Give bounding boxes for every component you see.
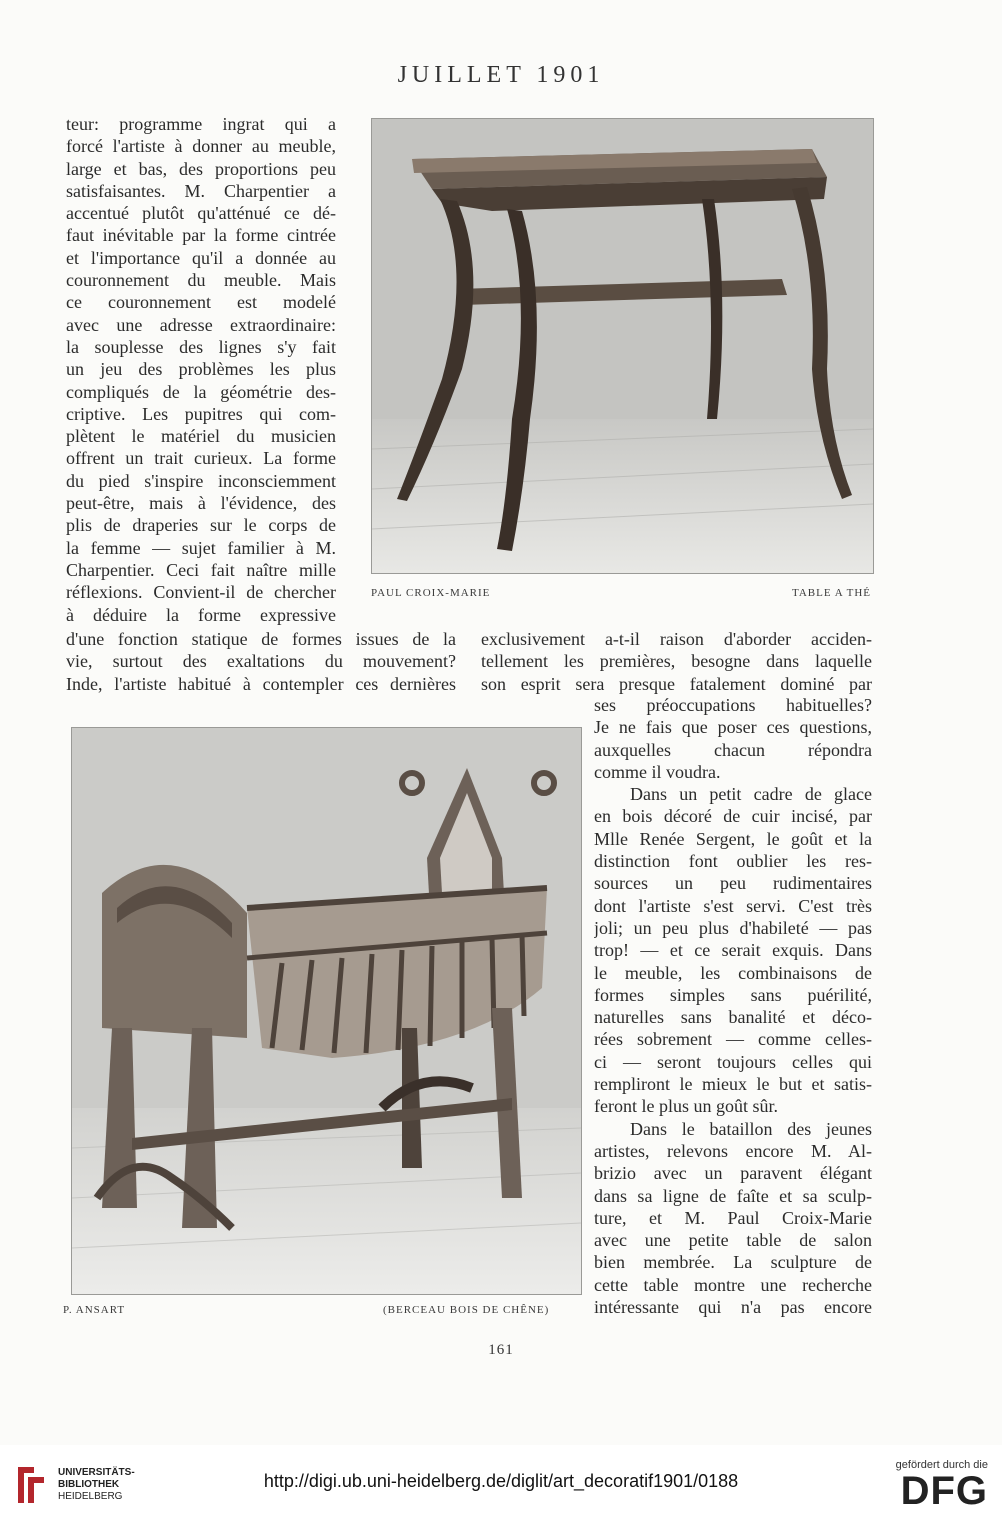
digitization-footer	[0, 1445, 1002, 1528]
text-line: feront le plus un goût sûr.	[594, 1096, 778, 1117]
text-line: brizio avec un paravent élégant	[594, 1163, 872, 1184]
table-caption-title: TABLE A THÉ	[792, 587, 871, 599]
text-line: la souplesse des lignes s'y fait	[66, 336, 336, 357]
text-line: Mlle Renée Sergent, le goût et la	[594, 828, 872, 849]
text-line: distinction font oublier les res-	[594, 851, 872, 872]
text-line: satisfaisantes. M. Charpentier a	[66, 180, 336, 201]
text-line: avec une adresse extraordinaire:	[66, 314, 336, 335]
dfg-logo[interactable]	[878, 1459, 988, 1519]
source-url-link[interactable]: http://digi.ub.uni-heidelberg.de/diglit/art_decoratif1901/0188	[263, 1471, 739, 1491]
text-line: ci — seront toujours celles qui	[594, 1051, 872, 1072]
page-header: JUILLET 1901	[397, 62, 605, 88]
text-line: forcé l'artiste à donner au meuble,	[66, 136, 336, 157]
cradle-caption-author: P. ANSART	[63, 1304, 126, 1316]
text-line: trop! — et ce serait exquis. Dans	[594, 940, 872, 961]
funding-text: gefördert durch die	[895, 1459, 988, 1471]
table-caption-author: PAUL CROIX-MARIE	[371, 587, 491, 599]
page-number: 161	[488, 1342, 514, 1358]
text-line: dans sa ligne de faîte et sa sculp-	[594, 1185, 872, 1206]
oak-cradle-photo	[71, 727, 582, 1295]
text-line: un jeu des problèmes les plus	[66, 359, 336, 380]
text-line: offrent un trait curieux. La forme	[66, 448, 336, 469]
text-line: joli; un peu plus d'habileté — pas	[594, 917, 872, 938]
text-line: à déduire la forme expressive	[66, 604, 336, 625]
library-name-line1: UNIVERSITÄTS-	[58, 1467, 135, 1478]
text-line: rempliront le mieux le but et satis-	[594, 1074, 872, 1095]
text-line: Inde, l'artiste habitué à contempler ces dernières	[66, 673, 456, 694]
text-line: formes simples sans puérilité,	[594, 984, 872, 1005]
text-line: intéressante qui n'a pas encore	[594, 1297, 872, 1318]
text-line: cette table montre une recherche	[594, 1274, 872, 1295]
cradle-caption-title: (BERCEAU BOIS DE CHÊNE)	[383, 1304, 550, 1316]
text-line: faut inévitable par la forme cintrée	[66, 225, 336, 246]
library-name-line2: BIBLIOTHEK	[58, 1479, 120, 1490]
text-line: la femme — sujet familier à M.	[66, 537, 336, 558]
text-line: bien membrée. La sculpture de	[594, 1252, 872, 1273]
text-line: plètent le matériel du musicien	[66, 426, 336, 447]
text-line: réflexions. Convient-il de chercher	[66, 582, 336, 603]
text-line: exclusivement a-t-il raison d'aborder acciden-	[481, 629, 872, 649]
text-line: le meuble, les combinaisons de	[594, 962, 872, 983]
text-line: tellement les premières, besogne dans laquelle	[481, 651, 872, 672]
text-line: artistes, relevons encore M. Al-	[594, 1140, 872, 1161]
text-line: comme il voudra.	[594, 761, 721, 782]
text-line: son esprit sera presque fatalement dominé par	[481, 673, 872, 694]
text-line: ce couronnement est modelé	[66, 292, 336, 313]
text-line: du pied s'inspire inconsciemment	[66, 470, 336, 491]
text-line: couronnement du meuble. Mais	[66, 270, 336, 291]
text-line: accentué plutôt qu'atténué ce dé-	[66, 203, 336, 224]
text-line: auxquelles chacun répondra	[594, 739, 872, 760]
text-line: vie, surtout des exaltations du mouvement?	[66, 651, 456, 672]
text-line: dont l'artiste s'est servi. C'est très	[594, 895, 872, 916]
text-line: Charpentier. Ceci fait naître mille	[66, 559, 336, 580]
text-line: en bois décoré de cuir incisé, par	[594, 806, 872, 827]
text-line: ture, et M. Paul Croix-Marie	[594, 1207, 872, 1228]
dfg-wordmark: DFG	[900, 1469, 988, 1513]
text-line: Je ne fais que poser ces questions,	[594, 717, 872, 738]
tea-table-illustration	[372, 119, 873, 573]
text-line: naturelles sans banalité et déco-	[594, 1007, 872, 1028]
left-column-text	[66, 113, 336, 626]
text-line: sources un peu rudimentaires	[594, 873, 872, 894]
text-line: et l'importance qu'il a donnée au	[66, 247, 336, 268]
left-column-continuation	[66, 628, 456, 695]
text-line: criptive. Les pupitres qui com-	[66, 403, 336, 424]
text-line: ses préoccupations habituelles?	[594, 695, 872, 715]
text-line: teur: programme ingrat qui a	[66, 114, 336, 134]
text-line: peut-être, mais à l'évidence, des	[66, 493, 336, 514]
text-line: Dans un petit cadre de glace	[630, 784, 872, 805]
oak-cradle-illustration	[72, 728, 581, 1294]
text-line: rées sobrement — comme celles-	[594, 1029, 872, 1050]
text-line: compliqués de la géométrie des-	[66, 381, 336, 402]
text-line: plis de draperies sur le corps de	[66, 515, 336, 536]
text-line: avec une petite table de salon	[594, 1230, 872, 1251]
tea-table-photo	[371, 118, 874, 574]
text-line: large et bas, des proportions peu	[66, 158, 336, 179]
text-line: d'une fonction statique de formes issues de la	[66, 629, 456, 649]
right-column-text	[594, 694, 872, 1318]
right-column-top-text	[481, 628, 872, 695]
text-line: Dans le bataillon des jeunes	[630, 1118, 872, 1139]
library-name-line3: HEIDELBERG	[58, 1491, 123, 1502]
